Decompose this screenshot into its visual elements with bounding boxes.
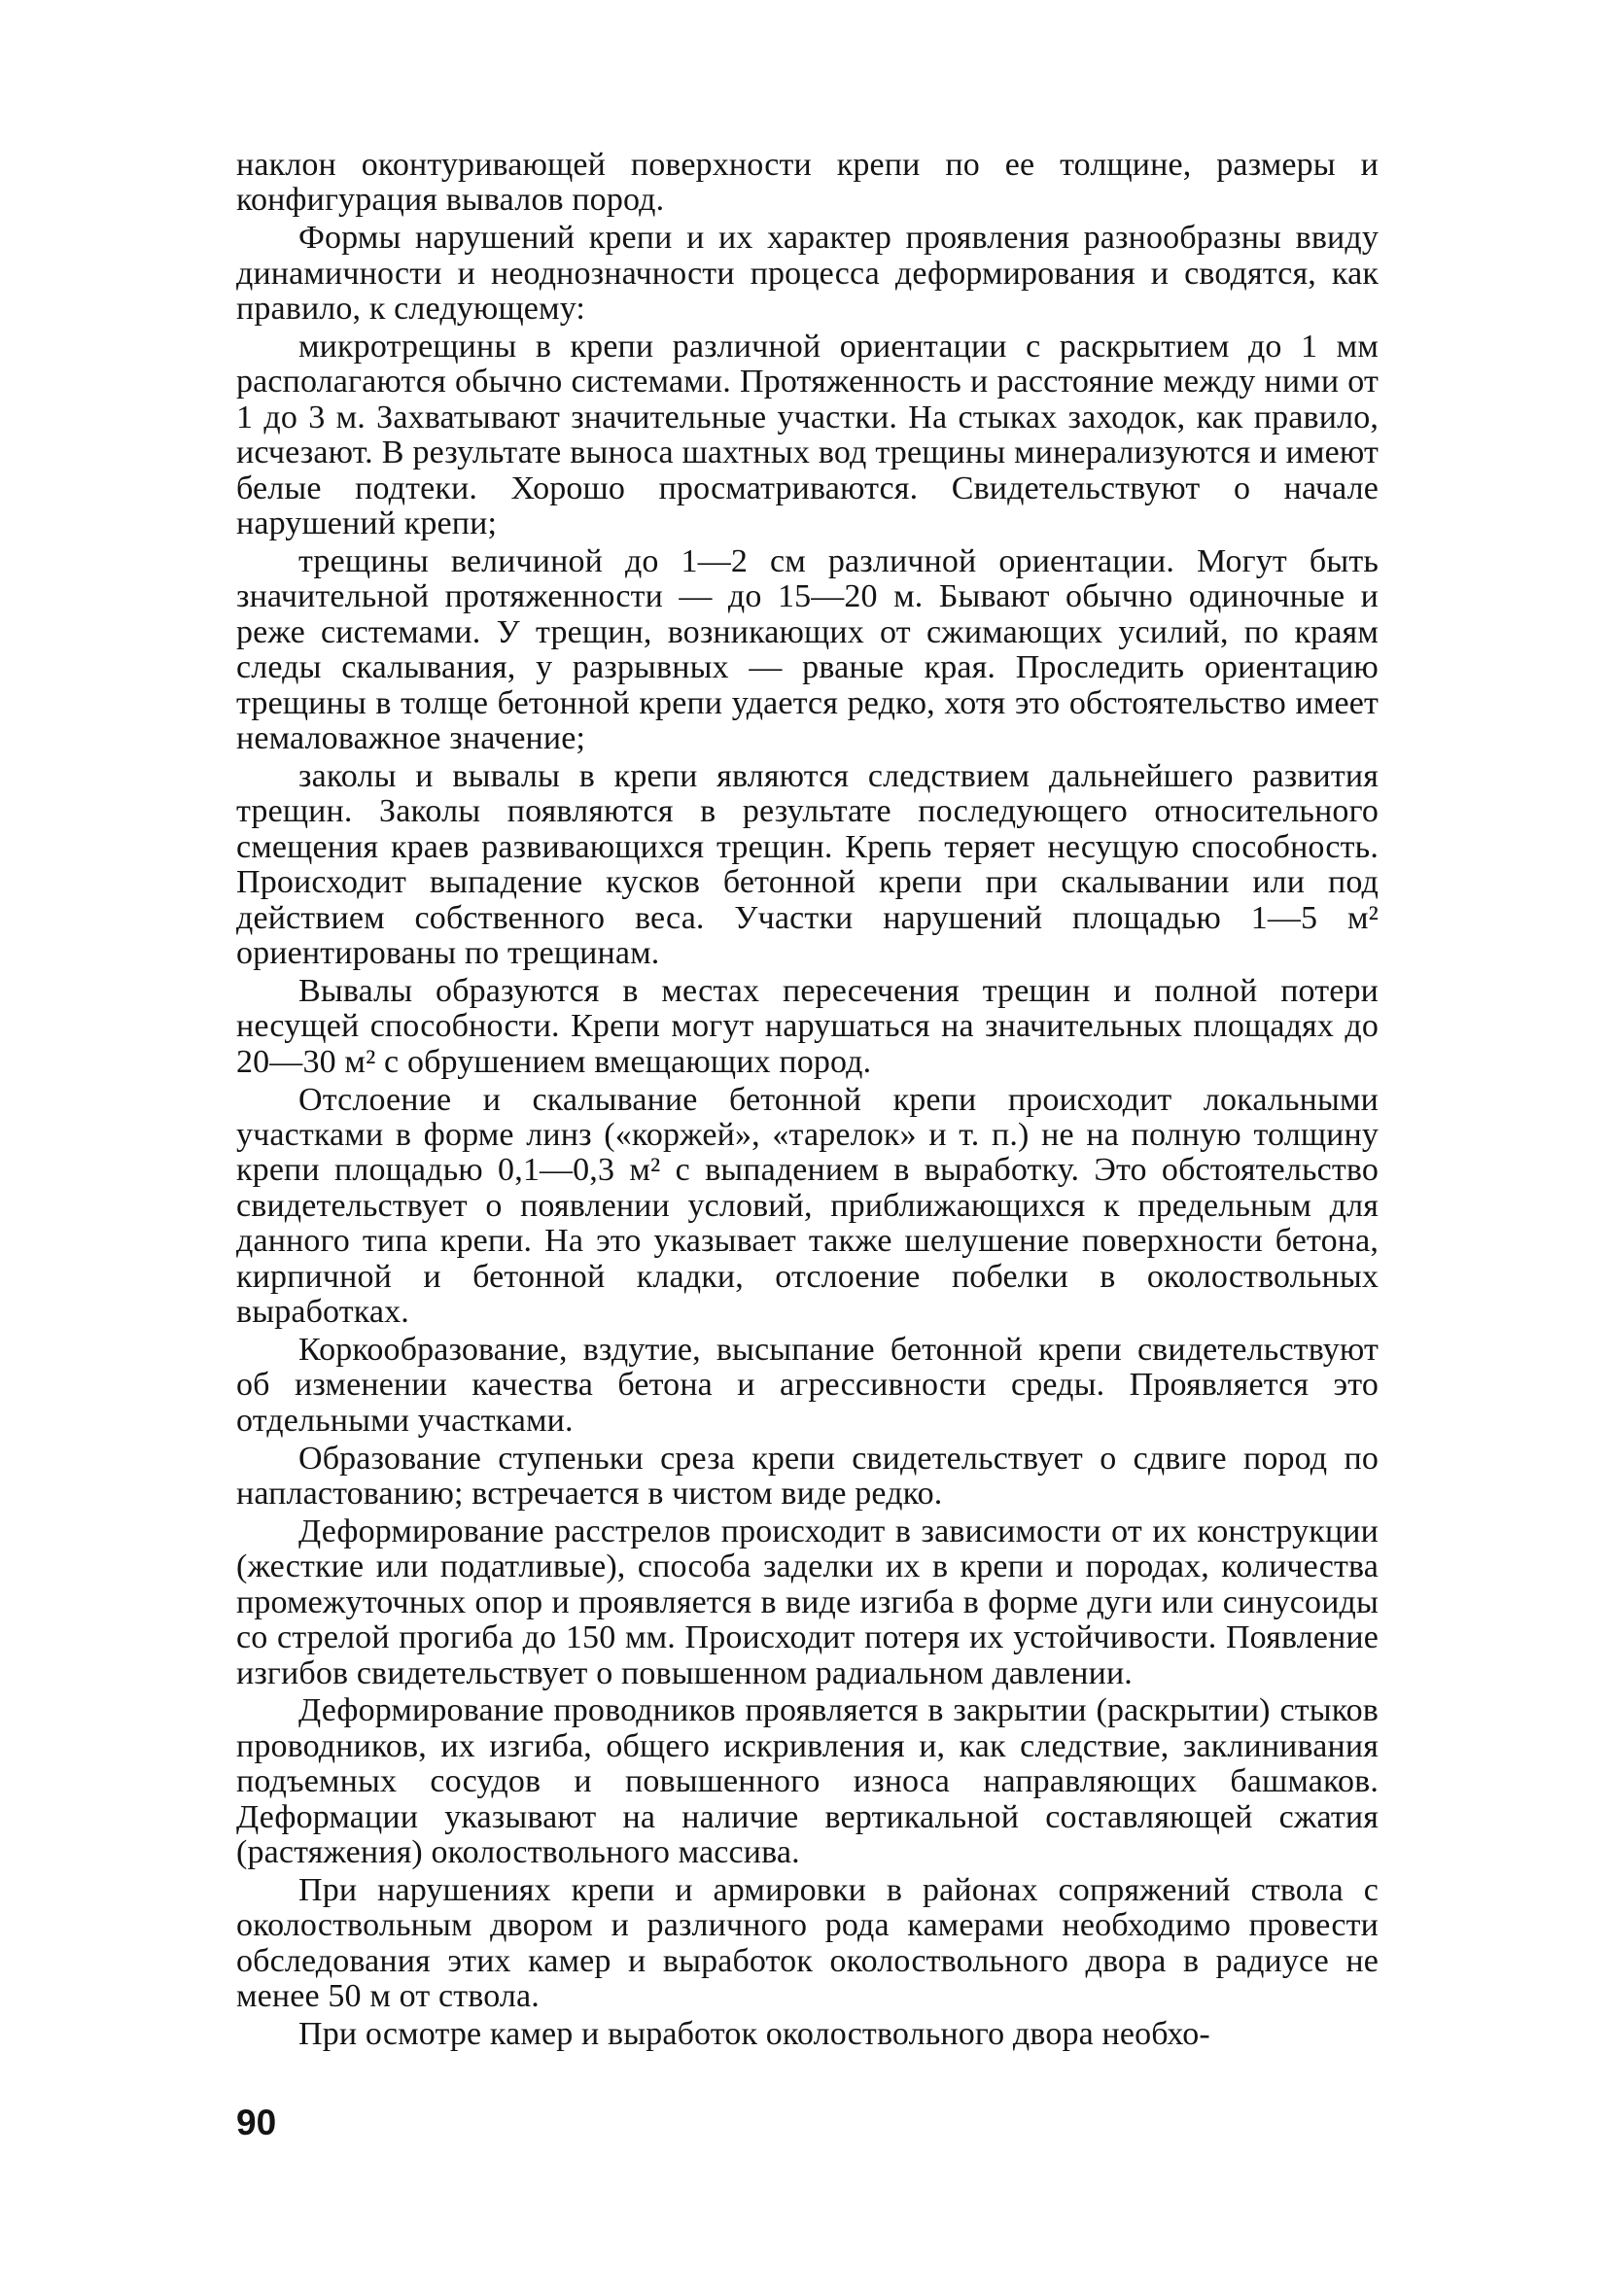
- paragraph-delamination: Отслоение и скалывание бетонной крепи происходит локальными участками в форме линз («коржей», «тарелок» и т. п.) не на полную толщину крепи площадью 0,1—0,3 м² с выпадением в выработку. Это обстоятельство свидетельствует о появлении условий, приближающихся к предельным для данного типа крепи. На это указывает также шелушение поверхности бетона, кирпичной и бетонной кладки, отслоение побелки в околоствольных выработках.: [236, 1081, 1379, 1330]
- paragraph-collapses: Вывалы образуются в местах пересечения трещин и полной потери несущей способности. Крепи могут нарушаться на значительных площадях до 20—30 м² с обрушением вмещающих пород.: [236, 972, 1379, 1080]
- paragraph-buntons-deformation: Деформирование расстрелов происходит в зависимости от их конструкции (жесткие или податливые), способа заделки их в крепи и породах, количества промежуточных опор и проявляется в виде изгиба в форме дуги или синусоиды со стрелой прогиба до 150 мм. Происходит потеря их устойчивости. Появление изгибов свидетельствует о повышенном радиальном давлении.: [236, 1513, 1379, 1691]
- paragraph-cracks: трещины величиной до 1—2 см различной ориентации. Могут быть значительной протяженности — до 15—20 м. Бывают обычно одиночные и реже системами. У трещин, возникающих от сжимающих усилий, по краям следы скалывания, у разрывных — рваные края. Проследить ориентацию трещины в толще бетонной крепи удается редко, хотя это обстоятельство имеет немаловажное значение;: [236, 542, 1379, 756]
- paragraph-spalls: заколы и вывалы в крепи являются следствием дальнейшего развития трещин. Заколы появляются в результате последующего относительного смещения краев развивающихся трещин. Крепь теряет несущую способность. Происходит выпадение кусков бетонной крепи при скалывании или под действием собственного веса. Участки нарушений площадью 1—5 м² ориентированы по трещинам.: [236, 757, 1379, 971]
- paragraph-shear-step: Образование ступеньки среза крепи свидетельствует о сдвиге пород по напластованию; встречается в чистом виде редко.: [236, 1440, 1379, 1513]
- paragraph-inspection: При осмотре камер и выработок околоствольного двора необхо-: [298, 2016, 1210, 2053]
- paragraph-guides-deformation: Деформирование проводников проявляется в закрытии (раскрытии) стыков проводников, их изгиба, общего искривления и, как следствие, заклинивания подъемных сосудов и повышенного износа направляющих башмаков. Деформации указывают на наличие вертикальной составляющей сжатия (растяжения) околоствольного массива.: [236, 1692, 1379, 1871]
- book-page: [236, 148, 1379, 2170]
- paragraph-crusting: Коркообразование, вздутие, высыпание бетонной крепи свидетельствуют об изменении качества бетона и агрессивности среды. Проявляется это отдельными участками.: [236, 1331, 1379, 1439]
- page-number: 90: [236, 2103, 277, 2142]
- paragraph-continuation: наклон оконтуривающей поверхности крепи по ее толщине, размеры и конфигурация вывалов пород.: [236, 147, 1379, 219]
- paragraph-microcracks: микротрещины в крепи различной ориентации с раскрытием до 1 мм располагаются обычно системами. Протяженность и расстояние между ними от 1 до 3 м. Захватывают значительные участки. На стыках заходок, как правило, исчезают. В результате выноса шахтных вод трещины минерализуются и имеют белые подтеки. Хорошо просматриваются. Свидетельствуют о начале нарушений крепи;: [236, 329, 1379, 542]
- paragraph-junctions: При нарушениях крепи и армировки в районах сопряжений ствола с околоствольным двором и различного рода камерами необходимо провести обследования этих камер и выработок околоствольного двора в радиусе не менее 50 м от ствола.: [236, 1872, 1379, 2015]
- paragraph-forms-of-damage: Формы нарушений крепи и их характер проявления разнообразны ввиду динамичности и неоднозначности процесса деформирования и сводятся, как правило, к следующему:: [236, 220, 1379, 328]
